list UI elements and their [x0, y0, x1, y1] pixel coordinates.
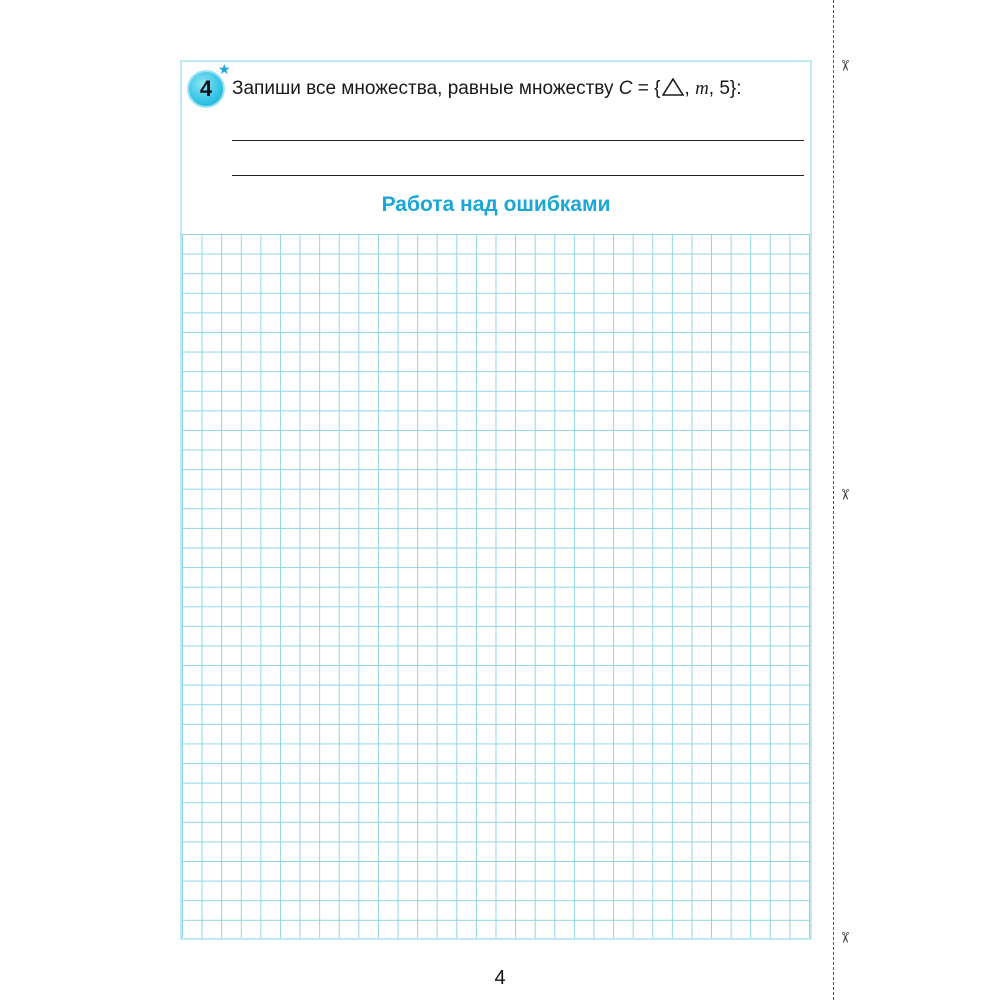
task-statement [232, 78, 742, 100]
cut-line [833, 0, 834, 1000]
answer-line-2[interactable] [232, 175, 804, 176]
task-text-before: Запиши все множества, равные множеству [232, 78, 619, 99]
scissors-icon: ✂ [835, 59, 853, 72]
star-icon: ★ [218, 61, 231, 77]
set-close: , 5}: [708, 78, 742, 99]
squared-grid-area[interactable] [182, 234, 810, 938]
task-number: 4 [199, 76, 213, 101]
set-separator-1: , [684, 78, 696, 99]
section-heading: Работа над ошибками [381, 193, 611, 216]
scissors-icon: ✂ [835, 931, 853, 944]
scissors-icon: ✂ [835, 488, 853, 501]
set-element-m: m [695, 78, 709, 99]
page-number: 4 [494, 967, 506, 989]
triangle-icon [662, 78, 684, 96]
answer-line-1[interactable] [232, 140, 804, 141]
set-open: = { [632, 78, 661, 99]
set-name: C [618, 78, 633, 99]
